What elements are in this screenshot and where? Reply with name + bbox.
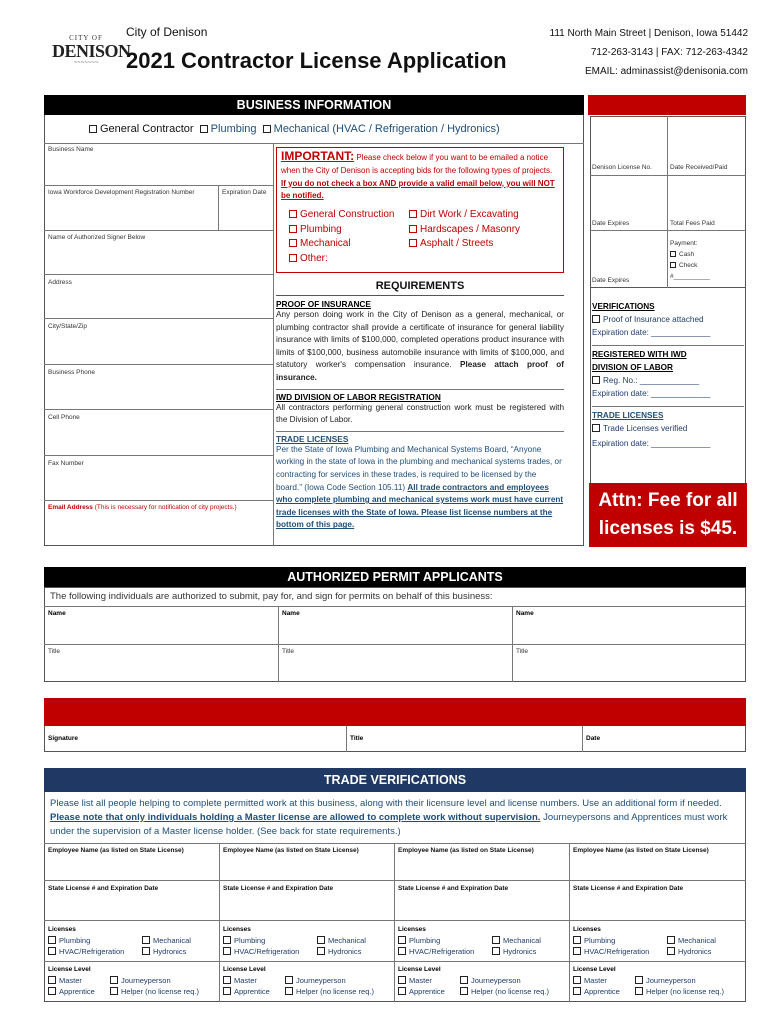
business-info-bar: BUSINESS INFORMATION [44, 95, 584, 115]
license-level-group-1: License Level Master Journeyperson Apprentice Helper (no license req.) [48, 966, 199, 996]
checkbox[interactable] [263, 125, 271, 133]
city-state-zip-field[interactable]: City/State/Zip [48, 323, 88, 330]
employee-name-field-3[interactable]: Employee Name (as listed on State License) [398, 847, 534, 854]
option-asphalt[interactable]: Asphalt / Streets [409, 237, 520, 252]
license-no-field[interactable]: Denison License No. [592, 164, 652, 171]
fee-notice: Attn: Fee for all licenses is $45. [589, 483, 747, 547]
business-phone-field[interactable]: Business Phone [48, 369, 95, 376]
email-field[interactable]: Email Address (This is necessary for notification of city projects.) [48, 504, 237, 511]
trade-verifications-bar: TRADE VERIFICATIONS [44, 768, 746, 792]
email-notice-box: IMPORTANT: Please check below if you want to be emailed a notice when the City of Denison is accepting bids for the following types of projects. If you do not check a box AND provide a valid email below, you will NOT be notified. General Construction Plumbing Mechanical Other: Dirt Work / Excavating Hardscapes / Masonry Asphalt / Streets [276, 147, 564, 273]
option-mechanical[interactable]: Mechanical [289, 237, 409, 252]
option-dirt-work[interactable]: Dirt Work / Excavating [409, 208, 520, 223]
cell-phone-field[interactable]: Cell Phone [48, 414, 80, 421]
trade-intro: Please list all people helping to complete permitted work at this business, along with their licensure level and license numbers. Use an additional form if needed. Please note that only individuals holding a Master license are allowed to complete work without supervision. Journeypersons and Apprentices must work under the supervision of a Master license holder. (See back for state requirements.) [50, 798, 728, 837]
fax-field[interactable]: Fax Number [48, 460, 84, 467]
applicant-2-title[interactable]: Title [282, 648, 295, 655]
applicant-3-title[interactable]: Title [516, 648, 529, 655]
type-general[interactable]: General Contractor [89, 123, 194, 135]
type-plumbing[interactable]: Plumbing [200, 123, 257, 135]
signature-date-field[interactable]: Date [586, 735, 601, 742]
type-mechanical[interactable]: Mechanical (HVAC / Refrigeration / Hydronics) [263, 123, 500, 135]
verifications: VERIFICATIONS Proof of Insurance attached Expiration date: _____________ REGISTERED WITH IWD DIVISION OF LABOR Reg. No.: _____________ Expiration date: _____________ TRADE LICENSES Trade Licenses verified Expiration date: _____________ [592, 300, 744, 450]
applicant-1-title[interactable]: Title [48, 648, 61, 655]
state-license-field-2[interactable]: State License # and Expiration Date [223, 885, 334, 892]
signer-field[interactable]: Name of Authorized Signer Below [48, 234, 146, 241]
date-received-field[interactable]: Date Received/Paid [670, 164, 728, 171]
signature-title-field[interactable]: Title [350, 735, 364, 742]
checkbox[interactable] [200, 125, 208, 133]
important-update-bar: IMPORTANT: YOU ARE RESPONSIBLE FOR KEEPING OUR OFFICE UPDATED WITH CURRENT INFORMATION. [44, 698, 746, 726]
option-general-construction[interactable]: General Construction [289, 208, 409, 223]
employee-name-field-4[interactable]: Employee Name (as listed on State License) [573, 847, 709, 854]
employee-name-field-2[interactable]: Employee Name (as listed on State License) [223, 847, 359, 854]
expiration-date-field[interactable]: Expiration Date [222, 189, 267, 196]
total-fees-field[interactable]: Total Fees Paid [670, 220, 715, 227]
option-plumbing[interactable]: Plumbing [289, 223, 409, 238]
licenses-group-2: Licenses Plumbing Mechanical HVAC/Refrigeration Hydronics [223, 926, 366, 956]
licenses-group-1: Licenses Plumbing Mechanical HVAC/Refrigeration Hydronics [48, 926, 191, 956]
page-title: 2021 Contractor License Application [126, 48, 507, 73]
iwd-number-field[interactable]: Iowa Workforce Development Registration Number [48, 189, 195, 196]
permit-applicants-bar: AUTHORIZED PERMIT APPLICANTS [44, 567, 746, 587]
licenses-group-3: Licenses Plumbing Mechanical HVAC/Refrigeration Hydronics [398, 926, 541, 956]
office-use-box [590, 116, 746, 288]
state-license-field-3[interactable]: State License # and Expiration Date [398, 885, 509, 892]
contact-info: 111 North Main Street | Denison, Iowa 51442 712-263-3143 | FAX: 712-263-4342 EMAIL: adminassist@denisonia.com [549, 28, 748, 77]
licenses-group-4: Licenses Plumbing Mechanical HVAC/Refrigeration Hydronics [573, 926, 716, 956]
address-field[interactable]: Address [48, 279, 72, 286]
checkbox[interactable] [89, 125, 97, 133]
option-other[interactable]: Other: [289, 252, 409, 267]
signature-row [44, 726, 746, 752]
payment-field: Payment: Cash Check #__________ [670, 240, 710, 280]
signature-field[interactable]: Signature [48, 735, 78, 742]
permit-intro: The following individuals are authorized to submit, pay for, and sign for permits on behalf of this business: [50, 591, 493, 602]
employee-name-field-1[interactable]: Employee Name (as listed on State License) [48, 847, 184, 854]
state-license-field-4[interactable]: State License # and Expiration Date [573, 885, 684, 892]
license-level-group-4: License Level Master Journeyperson Apprentice Helper (no license req.) [573, 966, 724, 996]
applicant-2-name[interactable]: Name [282, 610, 300, 617]
date-expires-2-field[interactable]: Date Expires [592, 277, 630, 284]
contractor-types [44, 115, 584, 145]
date-expires-field[interactable]: Date Expires [592, 220, 630, 227]
requirements-section: REQUIREMENTS PROOF OF INSURANCE Any person doing work in the City of Denison as a general, mechanical, or plumbing contractor shall provide a certificate of insurance for general liability insurance with limits of $100,000, completed operations product insurance with limits of $100,000, business automobile insurance with limits of $100,000, and statutory worker's compensation insurance. Please attach proof of insurance. IWD DIVISION OF LABOR REGISTRATION All contractors performing general construction work must be registered with the Division of Labor. TRADE LICENSES Per the State of Iowa Plumbing and Mechanical Systems Board, “Anyone working in the state of Iowa in the plumbing and mechanical systems trades, or contracting for services in these trades, is required to be licensed by the board.” (Iowa Code Section 105.11) All trade contractors and employees who complete plumbing and mechanical systems work must have current trade licenses with the State of Iowa. Please list license numbers at the bottom of this page. [276, 280, 564, 530]
license-level-group-3: License Level Master Journeyperson Apprentice Helper (no license req.) [398, 966, 549, 996]
option-hardscapes[interactable]: Hardscapes / Masonry [409, 223, 520, 238]
office-use-bar: OFFICE USE ONLY [588, 95, 746, 115]
license-level-group-2: License Level Master Journeyperson Apprentice Helper (no license req.) [223, 966, 374, 996]
applicant-3-name[interactable]: Name [516, 610, 534, 617]
state-license-field-1[interactable]: State License # and Expiration Date [48, 885, 159, 892]
city-name: City of Denison [126, 25, 208, 39]
applicant-1-name[interactable]: Name [48, 610, 66, 617]
city-logo: CITY OF DENISON ~~~~~~~ [52, 34, 131, 66]
business-name-field[interactable]: Business Name [48, 146, 94, 153]
